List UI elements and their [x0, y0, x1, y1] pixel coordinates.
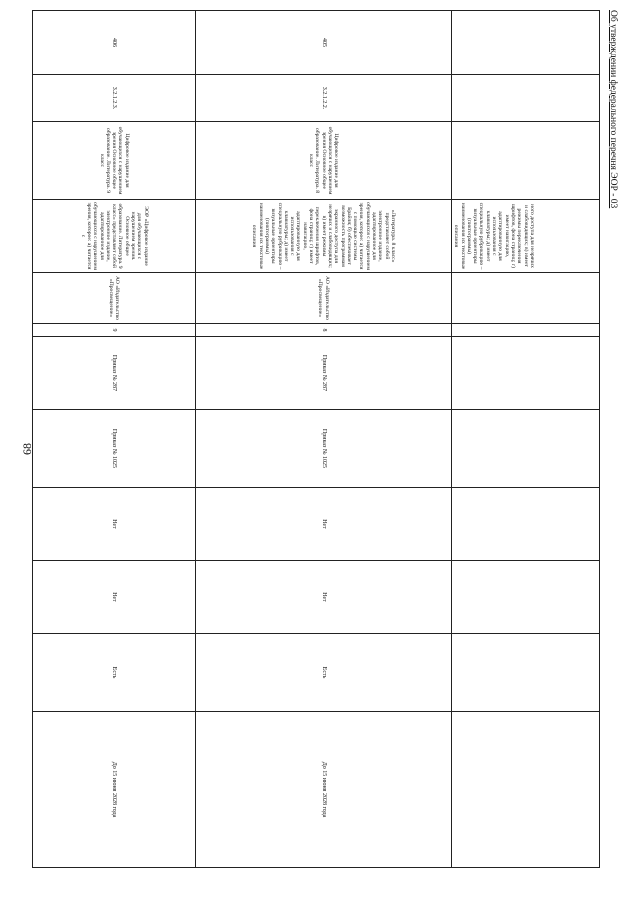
cell-col11: Есть — [196, 634, 452, 712]
cell-description: ЭОР «Цифровое издание для обучающихся с нарушением зрения. Основное общее образование. Литература. 9 класс» представляет собой электронное издание, адаптированное для обучающихся с нарушением зрения, которое: а) читается с — [33, 200, 196, 273]
cell-num-empty — [452, 11, 600, 75]
cell-order1: Приказ № 287 — [33, 337, 196, 410]
cell-code: 3.2.1.2.3. — [33, 75, 196, 122]
cell-col9: Нет — [196, 488, 452, 561]
cell-col10: Нет — [196, 561, 452, 634]
cell-num: 405 — [196, 11, 452, 75]
cell-col11-empty — [452, 634, 600, 712]
page-number: 68 — [20, 443, 34, 455]
cell-code-empty — [452, 75, 600, 122]
cell-order1-empty — [452, 337, 600, 410]
cell-col10: Нет — [33, 561, 196, 634]
cell-description: «Литература. 8 класс» представляет собой электронное издание, адаптированное для обучающихся с нарушением зрения, которое: а) читается с помощью системы Брайля; б) обеспечивает возможность программам экранного доступа для незрячих и слабовидящих; в) имеет режимы переключения шрифтов, фона страниц; г) имеет навигацию, адаптированную для использования с клавиатуры; д) имеет специальную рубрикацию – визуальные ориентиры (пиктограммы) наименования их текстовые описания — [196, 200, 452, 273]
cell-publisher-empty — [452, 273, 600, 324]
cell-term-empty — [452, 712, 600, 868]
eor-table — [32, 10, 600, 868]
cell-order2: Приказ № 1025 — [196, 410, 452, 488]
cell-col9: Нет — [33, 488, 196, 561]
cell-col11: Есть — [33, 634, 196, 712]
cell-grade: 8 — [196, 324, 452, 337]
cell-name-empty — [452, 122, 600, 200]
cell-code: 3.2.1.2.2. — [196, 75, 452, 122]
cell-publisher: АО «Издательство «Просвещение» — [33, 273, 196, 324]
footer-caption: Об утверждении федерального перечня ЭОР - 03 — [608, 10, 618, 209]
table-row-continuation — [452, 11, 600, 868]
cell-num: 406 — [33, 11, 196, 75]
table-row — [33, 11, 196, 868]
cell-term: До 15 июня 2028 года — [196, 712, 452, 868]
cell-col9-empty — [452, 488, 600, 561]
table-row — [196, 11, 452, 868]
cell-order2: Приказ № 1025 — [33, 410, 196, 488]
cell-publisher: АО «Издательство «Просвещение» — [196, 273, 452, 324]
cell-name: Цифровое издание для обучающихся с нарушением зрения Основное общее образование. Литература. 9 класс — [33, 122, 196, 200]
cell-grade-empty — [452, 324, 600, 337]
cell-term: До 15 июня 2028 года — [33, 712, 196, 868]
cell-grade: 9 — [33, 324, 196, 337]
cell-order2-empty — [452, 410, 600, 488]
cell-col10-empty — [452, 561, 600, 634]
cell-order1: Приказ № 287 — [196, 337, 452, 410]
cell-description: ного доступа для незрячих и слабовидящих; в) имеет режимы переключения шрифтов, фона страниц; г) имеет навигацию, адаптированную для использования с клавиатуры; д) имеет специальную рубрикацию – визуальные ориентиры (пиктограммы) наименования их текстовые описания — [452, 200, 600, 273]
rotated-page — [19, 10, 622, 913]
cell-name: Цифровое издание для обучающихся с нарушением зрения Основное общее образование. Литература. 8 класс — [196, 122, 452, 200]
